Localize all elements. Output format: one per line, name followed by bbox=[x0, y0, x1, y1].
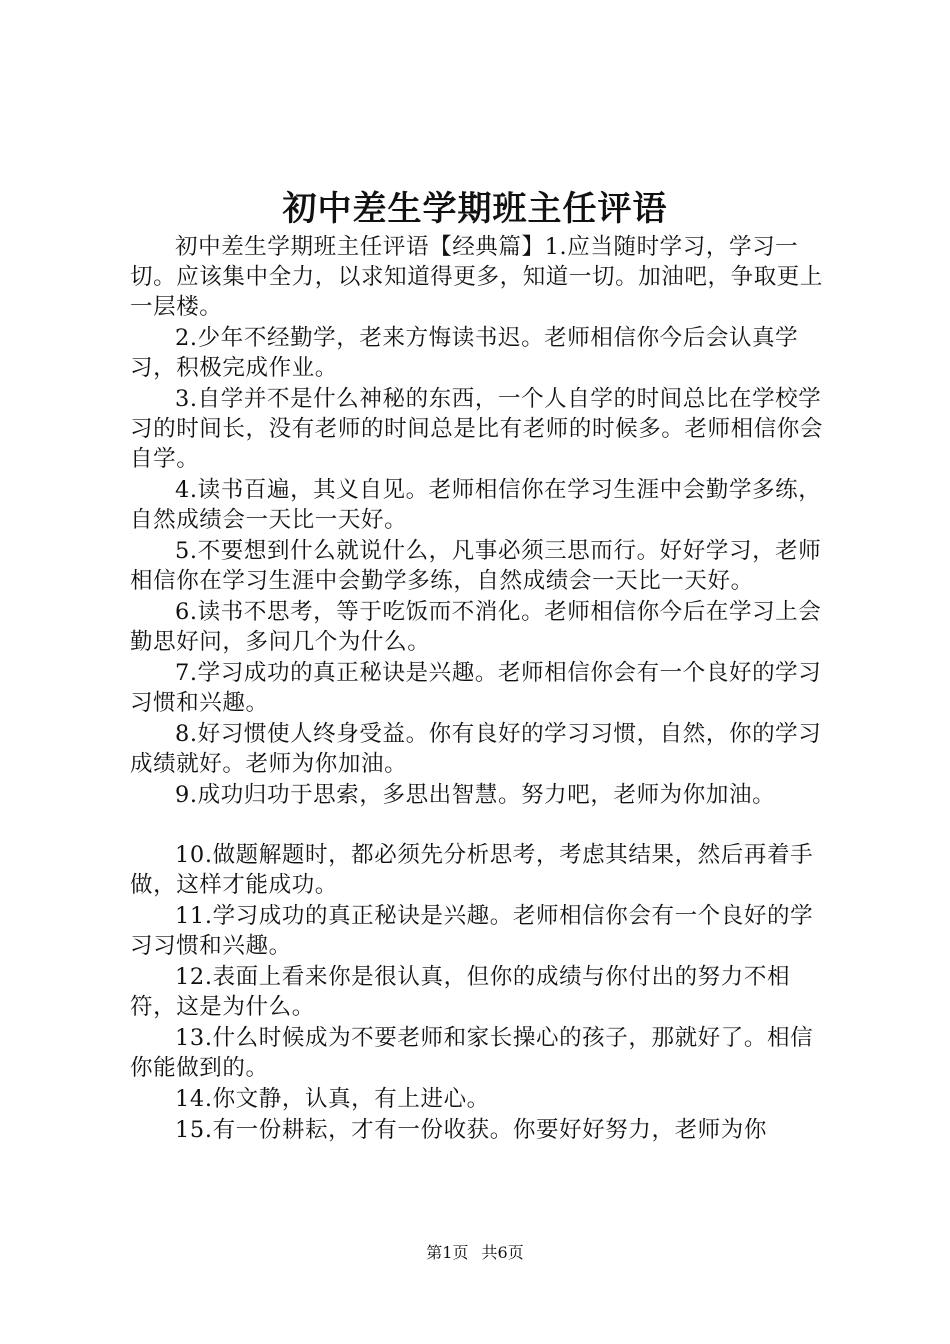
paragraph-4: 4.读书百遍，其义自见。老师相信你在学习生涯中会勤学多练，自然成绩会一天比一天好。 bbox=[130, 477, 822, 533]
paragraph-5: 5.不要想到什么就说什么，凡事必须三思而行。好好学习，老师相信你在学习生涯中会勤学多练，自然成绩会一天比一天好。 bbox=[130, 538, 822, 594]
paragraph-1: 初中差生学期班主任评语【经典篇】1.应当随时学习，学习一切。应该集中全力，以求知道得更多，知道一切。加油吧，争取更上一层楼。 bbox=[130, 234, 824, 320]
paragraph-10: 10.做题解题时，都必须先分析思考，考虑其结果，然后再着手做，这样才能成功。 bbox=[130, 842, 814, 898]
page-footer bbox=[0, 1242, 950, 1264]
page-title: 初中差生学期班主任评语 bbox=[282, 189, 668, 229]
document-body bbox=[130, 232, 830, 1146]
paragraph-6: 6.读书不思考，等于吃饭而不消化。老师相信你今后在学习上会勤思好问，多问几个为什么。 bbox=[130, 599, 822, 655]
paragraph-3: 3.自学并不是什么神秘的东西，一个人自学的时间总比在学校学习的时间长，没有老师的时间总是比有老师的时候多。老师相信你会自学。 bbox=[130, 386, 824, 472]
page-total: 共6页 bbox=[481, 1243, 524, 1262]
paragraph-11: 11.学习成功的真正秘诀是兴趣。老师相信你会有一个良好的学习习惯和兴趣。 bbox=[130, 903, 814, 959]
page-number: 第1页 bbox=[426, 1243, 469, 1262]
paragraph-2: 2.少年不经勤学，老来方悔读书迟。老师相信你今后会认真学习，积极完成作业。 bbox=[130, 325, 799, 381]
paragraph-13: 13.什么时候成为不要老师和家长操心的孩子，那就好了。相信你能做到的。 bbox=[130, 1025, 814, 1081]
paragraph-14: 14.你文静，认真，有上进心。 bbox=[175, 1086, 490, 1112]
paragraph-7: 7.学习成功的真正秘诀是兴趣。老师相信你会有一个良好的学习习惯和兴趣。 bbox=[130, 660, 822, 716]
paragraph-12: 12.表面上看来你是很认真，但你的成绩与你付出的努力不相符，这是为什么。 bbox=[130, 964, 791, 1020]
paragraph-15: 15.有一份耕耘，才有一份收获。你要好好努力，老师为你 bbox=[175, 1117, 767, 1143]
paragraph-9: 9.成功归功于思索，多思出智慧。努力吧，老师为你加油。 bbox=[175, 782, 776, 808]
paragraph-8: 8.好习惯使人终身受益。你有良好的学习习惯，自然，你的学习成绩就好。老师为你加油。 bbox=[130, 721, 822, 777]
